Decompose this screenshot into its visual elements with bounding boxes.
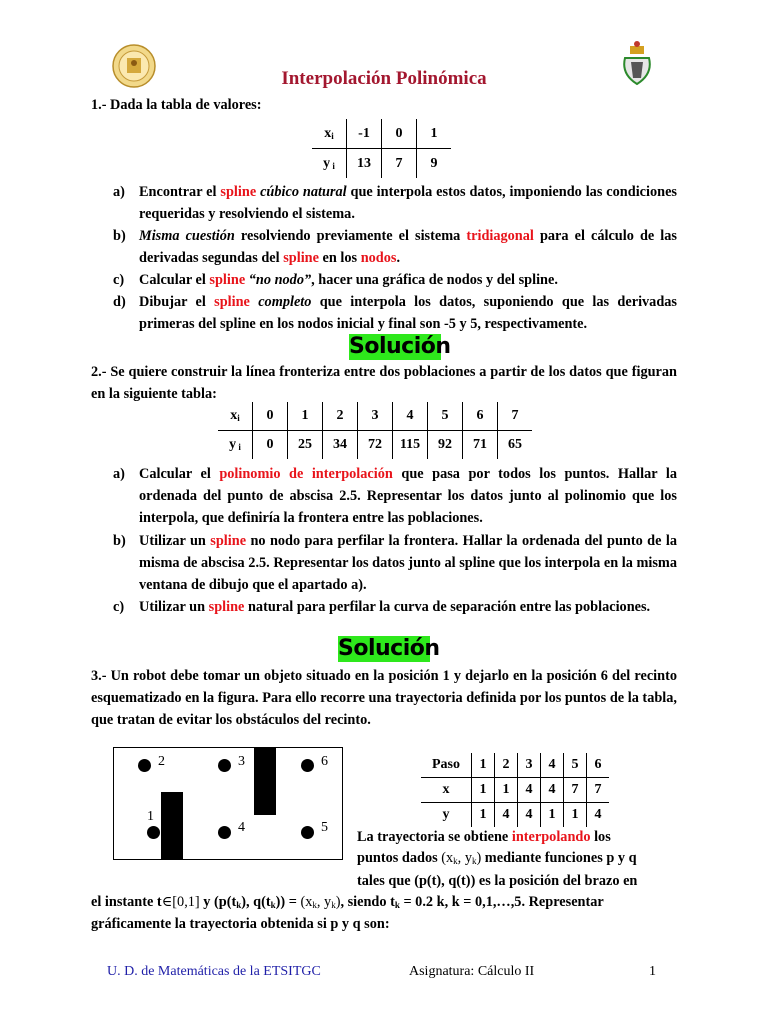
table-cell: 13 — [347, 149, 382, 179]
table-cell: 25 — [288, 431, 323, 460]
table-cell: 5 — [564, 753, 587, 778]
table-cell: 2 — [495, 753, 518, 778]
position-label-4: 4 — [238, 820, 245, 835]
table-row-label-y: y — [442, 807, 450, 822]
problem-2-table — [218, 402, 532, 459]
table-cell: 9 — [430, 155, 438, 171]
table-cell: 6 — [587, 753, 610, 778]
table-cell: 1 — [472, 753, 495, 778]
table-cell: 4 — [518, 803, 541, 828]
table-row-label-x: $x_i$ — [312, 119, 347, 149]
table-cell: 0 — [253, 402, 288, 431]
table-cell: 4 — [587, 803, 610, 828]
document-title: Interpolación Polinómica — [281, 68, 487, 89]
obstacle-left — [161, 792, 183, 859]
table-cell: 1 — [472, 778, 495, 803]
table-cell: 115 — [393, 431, 428, 460]
position-label-2: 2 — [158, 754, 165, 769]
table-cell: 65 — [498, 431, 533, 460]
table-row-label-paso: Paso — [421, 753, 472, 778]
position-dot-5 — [301, 826, 314, 839]
table-row-label-x: x — [421, 778, 472, 803]
problem-2-item-b: Utilizar un spline no nodo para perfilar la frontera. Hallar la ordenada del punto de la misma de abscisa 2.5. Representar los datos junto al spline que los interpola en la misma ventana de dibujo que el apartado a). — [139, 533, 677, 593]
table-cell: 2 — [323, 402, 358, 431]
table-cell: 71 — [463, 431, 498, 460]
position-label-3: 3 — [238, 754, 245, 769]
table-cell: 5 — [428, 402, 463, 431]
trajectory-text-line-3: tales que (p(t), q(t)) es la posición del brazo en — [357, 873, 638, 889]
item-label: d) — [113, 294, 126, 310]
trajectory-text-line-1: La trayectoria se obtiene interpolando los — [357, 829, 611, 845]
footer-department: U. D. de Matemáticas de la ETSITGC — [107, 964, 321, 979]
table-cell: 3 — [518, 753, 541, 778]
table-cell: 3 — [358, 402, 393, 431]
position-label-6: 6 — [321, 754, 328, 769]
trajectory-text-line-5: gráficamente la trayectoria obtenida si p y q son: — [91, 916, 390, 932]
table-cell: 0 — [253, 431, 288, 460]
table-cell: 1 — [564, 803, 587, 828]
problem-1-intro: 1.- Dada la tabla de valores: — [91, 97, 262, 113]
footer-page-number: 1 — [649, 964, 656, 979]
position-dot-2 — [138, 759, 151, 772]
solucion-button-2[interactable]: Solución — [338, 636, 440, 661]
position-dot-1 — [147, 826, 160, 839]
table-cell: 34 — [323, 431, 358, 460]
obstacle-right — [254, 748, 276, 815]
position-label-1: 1 — [147, 809, 154, 824]
problem-1-item-a: Encontrar el spline cúbico natural que interpola estos datos, imponiendo las condiciones requeridas y resolviendo el sistema. — [139, 184, 677, 222]
table-cell: 7 — [564, 778, 587, 803]
table-cell: 72 — [358, 431, 393, 460]
table-cell: 4 — [393, 402, 428, 431]
item-label: c) — [113, 599, 125, 615]
table-row-label-y: y $_i$ — [312, 149, 347, 179]
robot-enclosure-figure — [113, 747, 343, 860]
item-label: a) — [113, 466, 125, 482]
problem-3-intro: 3.- Un robot debe tomar un objeto situado en la posición 1 y dejarlo en la posición 6 del recinto esquematizado en la figura. Para ello recorre una trayectoria definida por los puntos de la tabla, que tratan de evitar los obstáculos del recinto. — [91, 668, 677, 728]
table-cell: 6 — [463, 402, 498, 431]
table-cell: 1 — [288, 402, 323, 431]
problem-1-item-b: Misma cuestión resolviendo previamente el sistema tridiagonal para el cálculo de las derivadas segundas del spline en los nodos. — [139, 228, 677, 266]
footer-subject: Asignatura: Cálculo II — [409, 964, 535, 979]
table-cell: 4 — [518, 778, 541, 803]
position-dot-3 — [218, 759, 231, 772]
table-row-label-y: y $_i$ — [229, 437, 241, 452]
table-cell: 1 — [417, 119, 452, 149]
table-cell: 1 — [541, 803, 564, 828]
trajectory-text-line-4: el instante t∈[0,1] y ($p(t_k)$, $q(t_k)) = (x_k$, $y_k$), siendo $t_k = 0.2$ k, k = 0,1,…,5. Representar — [91, 894, 604, 910]
table-cell: 4 — [541, 753, 564, 778]
trajectory-table — [421, 753, 609, 827]
table-cell: 92 — [428, 431, 463, 460]
item-label: a) — [113, 184, 125, 200]
problem-1-table — [312, 119, 451, 178]
problem-2-intro: 2.- Se quiere construir la línea fronteriza entre dos poblaciones a partir de los datos que figuran en la siguiente tabla: — [91, 364, 677, 402]
item-label: b) — [113, 228, 126, 244]
table-cell: 1 — [472, 803, 495, 828]
table-cell: 7 — [498, 402, 533, 431]
table-cell: 4 — [495, 803, 518, 828]
table-cell: 4 — [541, 778, 564, 803]
item-label: c) — [113, 272, 125, 288]
table-row-label-x: $x_i$ — [218, 402, 253, 431]
problem-2-item-c: Utilizar un spline natural para perfilar la curva de separación entre las poblaciones. — [139, 599, 651, 615]
item-label: b) — [113, 533, 126, 549]
solucion-button-1[interactable]: Solución — [349, 334, 451, 359]
table-cell: 0 — [382, 119, 417, 149]
position-label-5: 5 — [321, 820, 328, 835]
table-cell: -1 — [347, 119, 382, 149]
position-dot-4 — [218, 826, 231, 839]
trajectory-text-line-2: puntos dados ($x_k$, $y_k$) mediante funciones p y q — [357, 850, 637, 866]
problem-1-item-c: Calcular el spline “no nodo”, hacer una gráfica de nodos y del spline. — [139, 272, 558, 288]
table-cell: 7 — [587, 778, 610, 803]
table-cell: 1 — [495, 778, 518, 803]
position-dot-6 — [301, 759, 314, 772]
problem-2-item-a: Calcular el polinomio de interpolación que pasa por todos los puntos. Hallar la ordenada del punto de abscisa 2.5. Representar los datos junto al polinomio que los interpola, que definiría la frontera entre las poblaciones. — [139, 466, 677, 526]
problem-1-item-d: Dibujar el spline completo que interpola los datos, suponiendo que las derivadas primeras del spline en los nodos inicial y final son -5 y 5, respectivamente. — [139, 294, 677, 332]
table-cell: 7 — [382, 149, 417, 179]
